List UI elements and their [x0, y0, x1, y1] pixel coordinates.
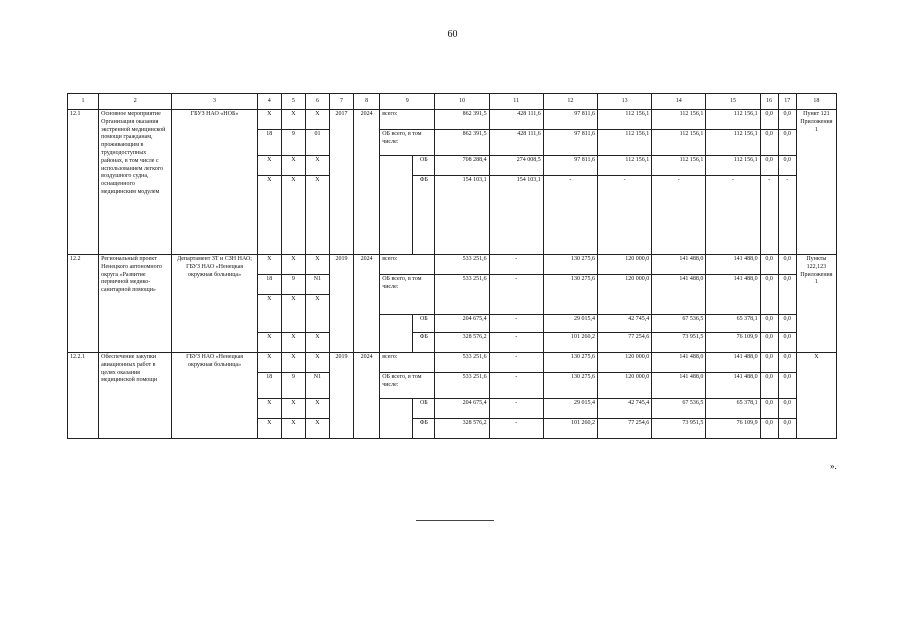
cell: - — [760, 176, 778, 255]
year-start: 2017 — [330, 110, 354, 255]
col-header: 16 — [760, 94, 778, 110]
year-start: 2019 — [330, 353, 354, 439]
cell: 204 675,4 — [435, 315, 489, 333]
cell: 533 251,6 — [435, 275, 489, 315]
cell: 101 260,2 — [543, 333, 597, 353]
cell: 101 260,2 — [543, 419, 597, 439]
col-header: 11 — [489, 94, 543, 110]
cell: X — [281, 156, 305, 176]
cell: 76 109,9 — [706, 333, 760, 353]
budget-table — [67, 93, 837, 439]
cell: 141 488,0 — [706, 353, 760, 373]
cell: 0,0 — [760, 373, 778, 399]
funding-label: всего: — [380, 353, 435, 373]
cell: 77 254,6 — [598, 419, 652, 439]
funding-label: ФБ — [413, 333, 435, 353]
col-header: 9 — [380, 94, 435, 110]
cell: 708 288,4 — [435, 156, 489, 176]
spacer-cell — [380, 176, 413, 255]
closing-quote: ». — [830, 461, 837, 471]
cell: 130 275,6 — [543, 275, 597, 315]
year-start: 2019 — [330, 255, 354, 353]
cell: 0,0 — [778, 353, 796, 373]
col-header: 6 — [305, 94, 329, 110]
cell: 154 103,1 — [435, 176, 489, 255]
cell: X — [257, 353, 281, 373]
cell: 0,0 — [760, 399, 778, 419]
cell: X — [305, 156, 329, 176]
cell: X — [281, 399, 305, 419]
cell: 42 745,4 — [598, 315, 652, 333]
row-number: 12.2 — [68, 255, 99, 353]
cell: 73 951,5 — [652, 419, 706, 439]
cell: 01 — [305, 130, 329, 156]
cell: X — [281, 110, 305, 130]
cell: - — [489, 419, 543, 439]
col-header: 5 — [281, 94, 305, 110]
cell: 120 000,0 — [598, 255, 652, 275]
cell: 112 156,1 — [598, 110, 652, 130]
executor: ГБУЗ НАО «НОБ» — [172, 110, 257, 255]
cell: 65 378,1 — [706, 399, 760, 419]
cell: - — [598, 176, 652, 255]
cell: 141 488,0 — [652, 275, 706, 315]
cell: X — [305, 295, 329, 333]
cell: X — [281, 176, 305, 255]
measure-name: Обеспечение закупки авиационных работ в целях оказания медицинской помощи — [99, 353, 172, 439]
cell: 112 156,1 — [598, 156, 652, 176]
funding-label: ОБ всего, в том числе: — [380, 130, 435, 156]
cell: N1 — [305, 275, 329, 295]
cell: 0,0 — [778, 399, 796, 419]
spacer-cell — [380, 399, 413, 419]
cell: X — [257, 399, 281, 419]
cell: 18 — [257, 130, 281, 156]
cell: 42 745,4 — [598, 399, 652, 419]
cell: - — [489, 315, 543, 333]
cell: 428 111,6 — [489, 110, 543, 130]
cell: 0,0 — [778, 373, 796, 399]
cell: X — [257, 295, 281, 333]
cell: 112 156,1 — [706, 110, 760, 130]
cell: 862 391,5 — [435, 110, 489, 130]
cell: - — [489, 333, 543, 353]
cell: 0,0 — [760, 333, 778, 353]
cell: - — [706, 176, 760, 255]
col-header: 10 — [435, 94, 489, 110]
cell: X — [305, 255, 329, 275]
cell: - — [652, 176, 706, 255]
table-row — [68, 353, 837, 373]
cell: X — [305, 333, 329, 353]
cell: 67 536,5 — [652, 399, 706, 419]
cell: X — [305, 399, 329, 419]
cell: 130 275,6 — [543, 373, 597, 399]
cell: 0,0 — [778, 315, 796, 333]
year-end: 2024 — [354, 255, 380, 353]
cell: - — [778, 176, 796, 255]
cell: 112 156,1 — [706, 156, 760, 176]
spacer-cell — [380, 333, 413, 353]
cell: X — [305, 353, 329, 373]
cell: 73 951,5 — [652, 333, 706, 353]
year-end: 2024 — [354, 110, 380, 255]
cell: 0,0 — [778, 275, 796, 315]
divider-line — [416, 520, 494, 521]
cell: X — [305, 176, 329, 255]
col-header: 4 — [257, 94, 281, 110]
cell: 0,0 — [778, 255, 796, 275]
cell: X — [257, 333, 281, 353]
cell: - — [489, 373, 543, 399]
col-header: 14 — [652, 94, 706, 110]
cell: 0,0 — [778, 156, 796, 176]
cell: 29 015,4 — [543, 399, 597, 419]
measure-name: Основное мероприятие Организация оказания экстренной медицинской помощи гражданам, проживающим в труднодоступных районах, в том числе с использованием легкого воздушного судна, оснащенного медицинским модулем — [99, 110, 172, 255]
spacer-cell — [380, 156, 413, 176]
cell: - — [489, 275, 543, 315]
cell: X — [305, 110, 329, 130]
cell: 9 — [281, 275, 305, 295]
cell: 120 000,0 — [598, 275, 652, 315]
year-end: 2024 — [354, 353, 380, 439]
funding-label: ОБ всего, в том числе: — [380, 275, 435, 315]
cell: 141 488,0 — [652, 373, 706, 399]
funding-label: ОБ всего, в том числе: — [380, 373, 435, 399]
cell: 0,0 — [760, 353, 778, 373]
cell: X — [281, 419, 305, 439]
col-header: 15 — [706, 94, 760, 110]
cell: X — [281, 295, 305, 333]
cell: 112 156,1 — [652, 110, 706, 130]
table-row — [68, 110, 837, 130]
cell: 97 811,6 — [543, 130, 597, 156]
cell: 97 811,6 — [543, 156, 597, 176]
cell: 141 488,0 — [706, 373, 760, 399]
cell: 328 576,2 — [435, 333, 489, 353]
col-header: 17 — [778, 94, 796, 110]
cell: 97 811,6 — [543, 110, 597, 130]
note: Пункты 122,123 Приложения 1 — [796, 255, 836, 353]
col-header: 8 — [354, 94, 380, 110]
cell: 0,0 — [778, 419, 796, 439]
cell: 18 — [257, 275, 281, 295]
col-header: 1 — [68, 94, 99, 110]
spacer-cell — [380, 419, 413, 439]
cell: 29 015,4 — [543, 315, 597, 333]
cell: X — [257, 255, 281, 275]
cell: X — [281, 353, 305, 373]
cell: X — [257, 176, 281, 255]
cell: N1 — [305, 373, 329, 399]
cell: 0,0 — [778, 110, 796, 130]
cell: - — [543, 176, 597, 255]
row-number: 12.2.1 — [68, 353, 99, 439]
cell: 533 251,6 — [435, 353, 489, 373]
cell: X — [281, 255, 305, 275]
measure-name: Региональный проект Ненецкого автономного округа «Развитие первичной медико-санитарной помощи» — [99, 255, 172, 353]
note: X — [796, 353, 836, 439]
cell: 141 488,0 — [652, 353, 706, 373]
cell: 141 488,0 — [706, 275, 760, 315]
cell: 120 000,0 — [598, 353, 652, 373]
cell: 67 536,5 — [652, 315, 706, 333]
cell: 141 488,0 — [652, 255, 706, 275]
cell: 130 275,6 — [543, 255, 597, 275]
col-header: 3 — [172, 94, 257, 110]
cell: 0,0 — [760, 156, 778, 176]
row-number: 12.1 — [68, 110, 99, 255]
cell: 0,0 — [760, 315, 778, 333]
cell: X — [257, 419, 281, 439]
header-row — [68, 94, 837, 110]
funding-label: всего: — [380, 255, 435, 275]
cell: 112 156,1 — [652, 156, 706, 176]
cell: X — [281, 333, 305, 353]
cell: 0,0 — [760, 419, 778, 439]
cell: 120 000,0 — [598, 373, 652, 399]
col-header: 7 — [330, 94, 354, 110]
col-header: 18 — [796, 94, 836, 110]
col-header: 12 — [543, 94, 597, 110]
spacer-cell — [380, 315, 413, 333]
cell: 18 — [257, 373, 281, 399]
funding-label: всего: — [380, 110, 435, 130]
col-header: 2 — [99, 94, 172, 110]
cell: 65 378,1 — [706, 315, 760, 333]
cell: - — [489, 399, 543, 419]
cell: - — [489, 353, 543, 373]
executor: Департамент ЗТ и СЗН НАО; ГБУЗ НАО «Ненецкая окружная больница» — [172, 255, 257, 353]
cell: 9 — [281, 130, 305, 156]
funding-label: ОБ — [413, 156, 435, 176]
cell: X — [305, 419, 329, 439]
cell: 130 275,6 — [543, 353, 597, 373]
cell: 9 — [281, 373, 305, 399]
funding-label: ОБ — [413, 315, 435, 333]
cell: 274 008,5 — [489, 156, 543, 176]
cell: 77 254,6 — [598, 333, 652, 353]
cell: 0,0 — [778, 130, 796, 156]
page-number: 60 — [447, 29, 458, 40]
cell: 141 488,0 — [706, 255, 760, 275]
cell: - — [489, 255, 543, 275]
cell: X — [257, 110, 281, 130]
funding-label: ФБ — [413, 176, 435, 255]
funding-label: ФБ — [413, 419, 435, 439]
table-row — [68, 255, 837, 275]
cell: 0,0 — [760, 130, 778, 156]
cell: 0,0 — [760, 275, 778, 315]
col-header: 13 — [598, 94, 652, 110]
cell: 428 111,6 — [489, 130, 543, 156]
cell: 0,0 — [760, 110, 778, 130]
funding-label: ОБ — [413, 399, 435, 419]
cell: 154 103,1 — [489, 176, 543, 255]
cell: 204 675,4 — [435, 399, 489, 419]
cell: 112 156,1 — [652, 130, 706, 156]
cell: 112 156,1 — [598, 130, 652, 156]
cell: 533 251,6 — [435, 373, 489, 399]
cell: 533 251,6 — [435, 255, 489, 275]
executor: ГБУЗ НАО «Ненецкая окружная больница» — [172, 353, 257, 439]
note: Пункт 121 Приложения 1 — [796, 110, 836, 255]
cell: 112 156,1 — [706, 130, 760, 156]
cell: X — [257, 156, 281, 176]
cell: 328 576,2 — [435, 419, 489, 439]
cell: 76 109,9 — [706, 419, 760, 439]
cell: 862 391,5 — [435, 130, 489, 156]
cell: 0,0 — [760, 255, 778, 275]
cell: 0,0 — [778, 333, 796, 353]
